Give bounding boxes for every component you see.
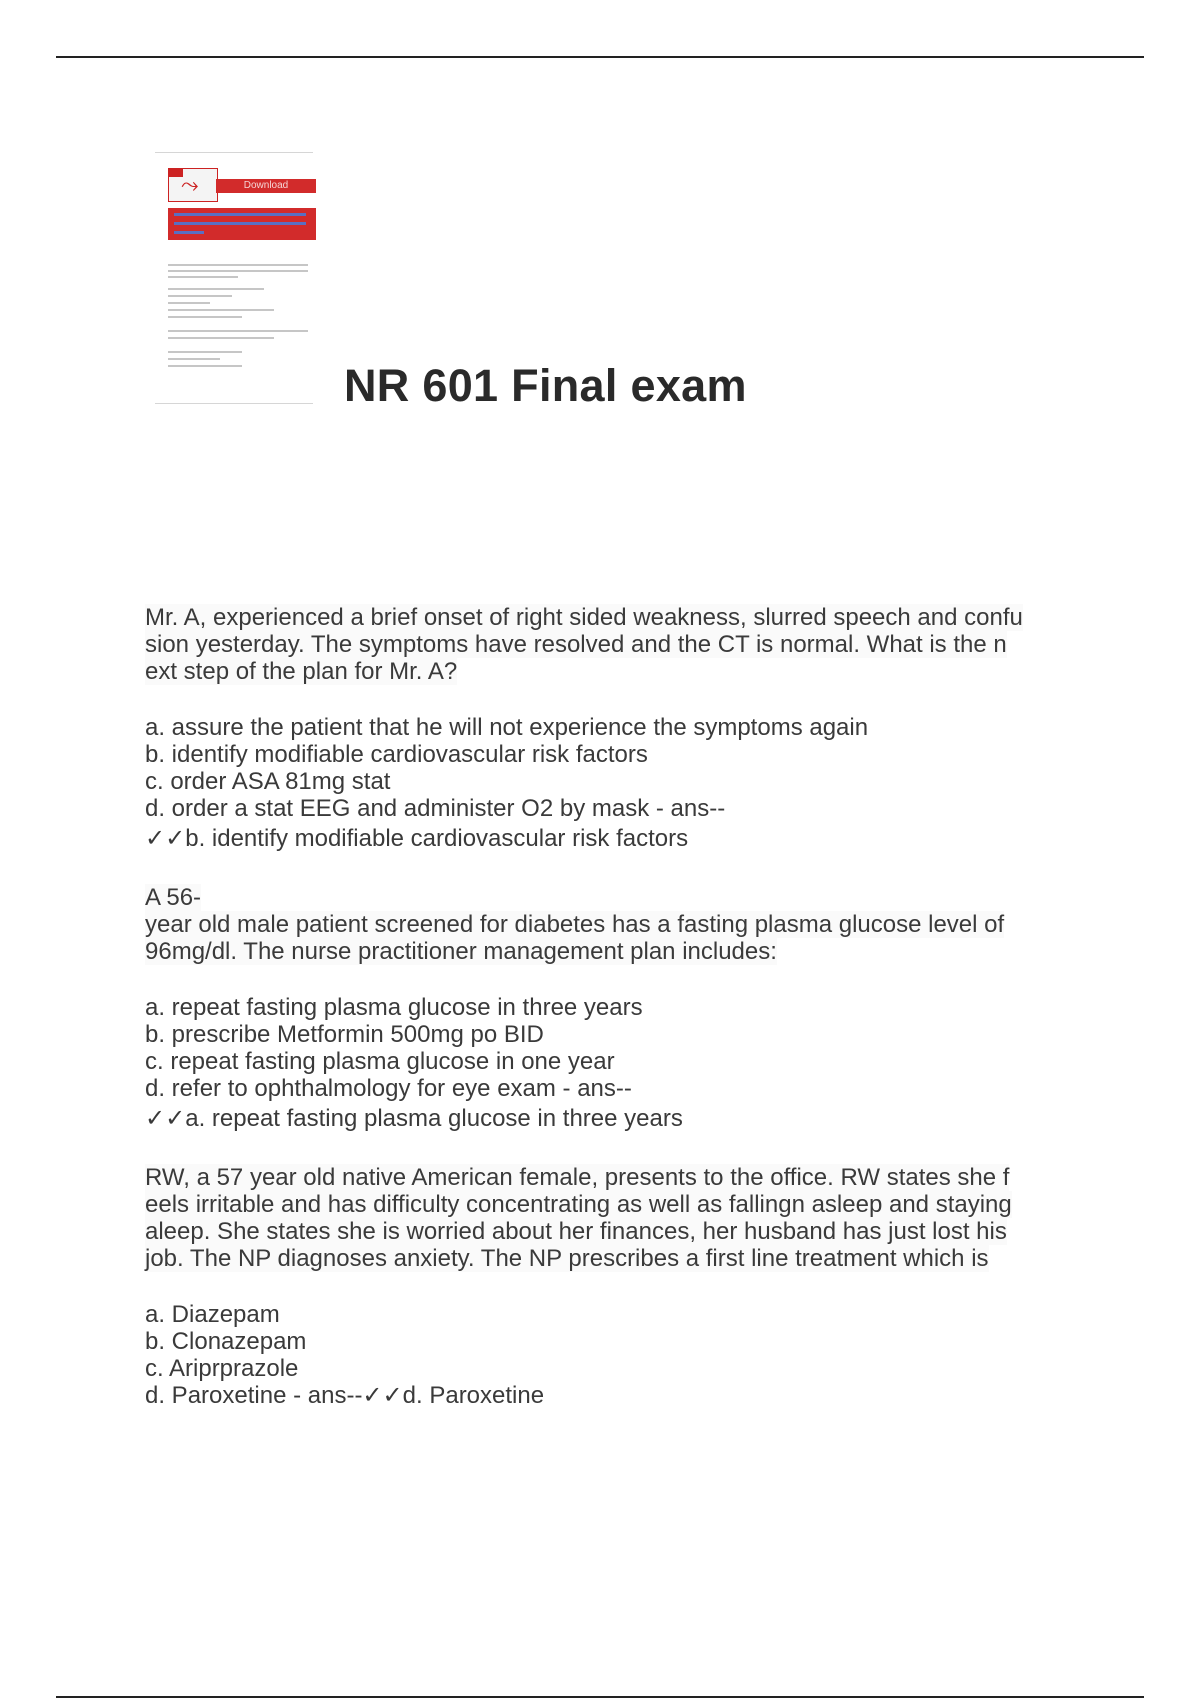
question-option: b. identify modifiable cardiovascular risk factors <box>145 741 648 768</box>
thumbnail-bottom-line <box>155 403 313 404</box>
question-option: d. Paroxetine - ans--✓✓d. Paroxetine <box>145 1382 545 1409</box>
thumbnail-text-line <box>168 276 238 278</box>
question-text-line: year old male patient screened for diabetes has a fasting plasma glucose level of <box>145 911 1005 938</box>
question-text-line: 96mg/dl. The nurse practitioner management plan includes: <box>145 938 777 965</box>
document-title: NR 601 Final exam <box>344 360 747 411</box>
question-text-line: Mr. A, experienced a brief onset of right sided weakness, slurred speech and confu <box>145 604 1023 631</box>
question-option: b. prescribe Metformin 500mg po BID <box>145 1021 544 1048</box>
question-3-text <box>145 1164 1095 1272</box>
question-text-line: job. The NP diagnoses anxiety. The NP prescribes a first line treatment which is <box>145 1245 989 1272</box>
thumbnail-text-line <box>168 351 242 353</box>
question-option: a. Diazepam <box>145 1301 280 1328</box>
acrobat-icon: ⤳ <box>181 172 199 197</box>
question-answer: ✓✓a. repeat fasting plasma glucose in three years <box>145 1105 683 1132</box>
thumbnail-text-line <box>168 330 308 332</box>
thumbnail-text-line <box>168 264 308 266</box>
question-text-line: aleep. She states she is worried about her finances, her husband has just lost his <box>145 1218 1007 1245</box>
question-text-line: sion yesterday. The symptoms have resolved and the CT is normal. What is the n <box>145 631 1007 658</box>
thumbnail-text-line <box>168 316 242 318</box>
thumbnail-top-line <box>155 152 313 153</box>
question-2-text <box>145 884 1095 965</box>
question-option: c. Ariprprazole <box>145 1355 299 1382</box>
question-text-line: eels irritable and has difficulty concentrating as well as fallingn asleep and staying <box>145 1191 1012 1218</box>
document-body <box>145 604 1095 1409</box>
question-option: d. order a stat EEG and administer O2 by mask - ans-- <box>145 795 726 822</box>
thumbnail-text-line <box>168 365 242 367</box>
thumbnail-text-line <box>168 309 274 311</box>
question-text-line: ext step of the plan for Mr. A? <box>145 658 458 685</box>
question-option: c. repeat fasting plasma glucose in one year <box>145 1048 615 1075</box>
question-option: d. refer to ophthalmology for eye exam - ans-- <box>145 1075 632 1102</box>
question-1-text <box>145 604 1095 685</box>
thumbnail-text-line <box>168 295 232 297</box>
top-rule <box>56 56 1144 58</box>
question-text-line: RW, a 57 year old native American female, presents to the office. RW states she f <box>145 1164 1010 1191</box>
question-answer: ✓✓b. identify modifiable cardiovascular risk factors <box>145 825 689 852</box>
thumbnail-text-line <box>168 358 220 360</box>
thumbnail-text-line <box>168 288 264 290</box>
thumbnail-title-stripe <box>174 231 204 234</box>
question-text-line: A 56- <box>145 884 202 911</box>
download-button[interactable] <box>216 179 316 193</box>
thumbnail-text-line <box>168 270 308 272</box>
download-label: Download <box>243 180 289 191</box>
question-option: b. Clonazepam <box>145 1328 307 1355</box>
question-option: c. order ASA 81mg stat <box>145 768 391 795</box>
thumbnail-title-stripe <box>174 222 306 225</box>
thumbnail-title-stripe <box>174 213 306 216</box>
pdf-icon <box>168 168 218 202</box>
question-option: a. repeat fasting plasma glucose in three years <box>145 994 643 1021</box>
question-option: a. assure the patient that he will not experience the symptoms again <box>145 714 869 741</box>
thumbnail-text-line <box>168 337 274 339</box>
document-thumbnail[interactable] <box>150 150 320 406</box>
thumbnail-text-line <box>168 302 210 304</box>
bottom-rule <box>56 1696 1144 1698</box>
thumbnail-title-box <box>168 208 316 240</box>
